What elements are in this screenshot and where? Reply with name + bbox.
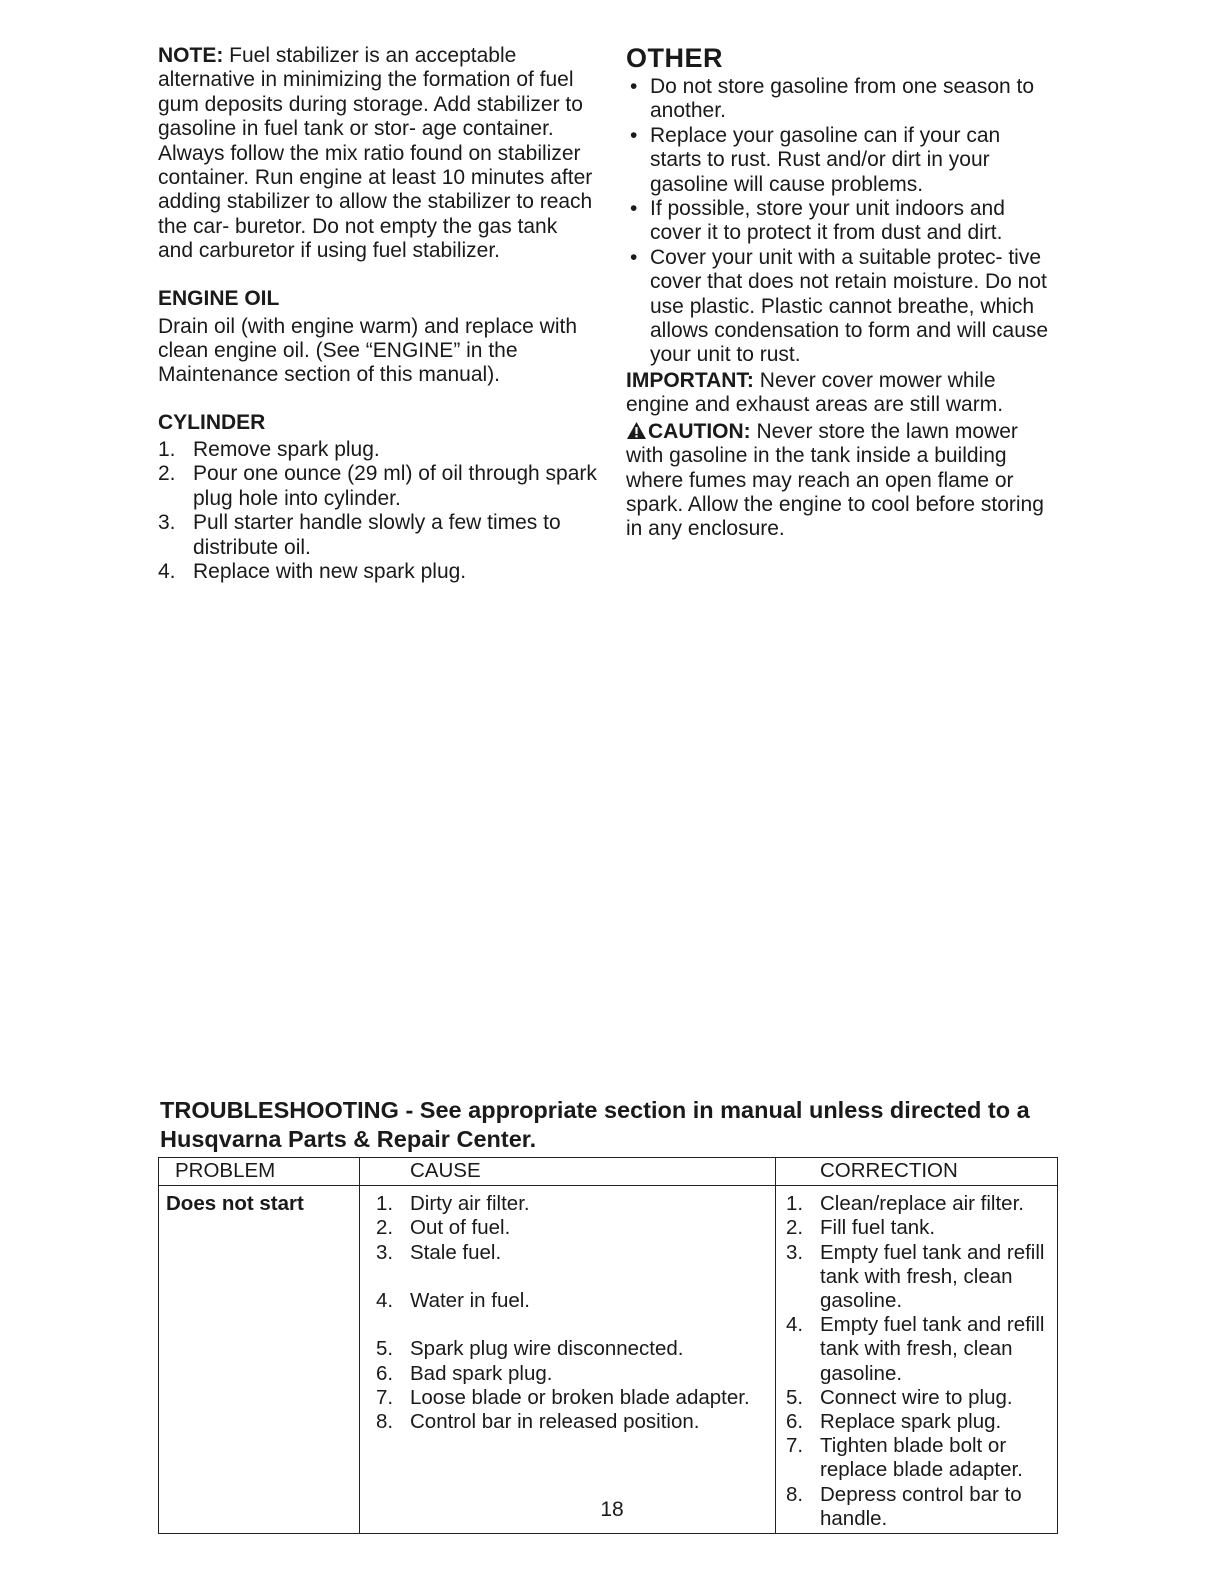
other-heading: OTHER (626, 43, 723, 73)
list-item (376, 1216, 775, 1240)
list-item (376, 1192, 775, 1216)
step-number: 1. (158, 437, 176, 461)
header-problem: PROBLEM (159, 1158, 360, 1186)
item-number: 2. (376, 1216, 394, 1240)
list-item (626, 246, 1056, 368)
item-text: Loose blade or broken blade adapter. (410, 1385, 750, 1409)
item-text: Dirty air filter. (410, 1192, 530, 1216)
engine-oil-text: Drain oil (with engine warm) and replace with clean engine oil. (See “ENGINE” in the Maintenance section of this manual). (158, 314, 578, 387)
list-item (376, 1362, 775, 1386)
bullet-icon: • (630, 245, 638, 269)
item-text: Stale fuel. (410, 1240, 502, 1264)
item-text: Bad spark plug. (410, 1361, 553, 1385)
item-number: 8. (376, 1410, 394, 1433)
engine-oil-heading: ENGINE OIL (158, 286, 280, 310)
list-item (158, 560, 598, 584)
problem-cell: Does not start (159, 1186, 360, 1534)
bullet-icon: • (630, 123, 638, 147)
item-number: 1. (786, 1192, 804, 1216)
bullet-text: Do not store gasoline from one season to another. (650, 75, 1035, 123)
list-item (786, 1313, 1057, 1386)
item-number: 3. (786, 1240, 804, 1264)
item-text: Replace spark plug. (820, 1410, 1002, 1434)
item-text: Clean/replace air filter. (820, 1192, 1024, 1216)
list-item (158, 438, 598, 462)
cause-list (376, 1192, 775, 1434)
warning-triangle-icon (626, 421, 647, 440)
item-text: Out of fuel. (410, 1216, 511, 1240)
item-number: 1. (376, 1192, 394, 1216)
bullet-icon: • (630, 75, 638, 98)
right-column (626, 44, 1056, 542)
item-number: 5. (786, 1385, 804, 1409)
list-item (376, 1410, 775, 1434)
item-text: Control bar in released position. (410, 1410, 700, 1433)
list-item (376, 1337, 775, 1361)
header-correction: CORRECTION (776, 1158, 1058, 1186)
list-item (786, 1410, 1057, 1434)
header-cause: CAUSE (360, 1158, 776, 1186)
list-item (786, 1216, 1057, 1240)
left-column (158, 44, 598, 584)
correction-list (786, 1192, 1057, 1531)
item-text: Empty fuel tank and refill tank with fresh, clean gasoline. (820, 1240, 1045, 1313)
list-item (786, 1386, 1057, 1410)
step-text: Remove spark plug. (193, 437, 380, 461)
list-item (376, 1241, 775, 1289)
troubleshooting-title: TROUBLESHOOTING - See appropriate section in manual unless directed to a Husqvarna Parts & Repair Center. (160, 1097, 1030, 1152)
important-text: Never cover mower while engine and exhaust areas are still warm. (626, 368, 1004, 417)
list-item (158, 462, 598, 511)
item-text: Spark plug wire disconnected. (410, 1337, 684, 1361)
cause-cell (360, 1186, 776, 1534)
item-text: Empty fuel tank and refill tank with fresh, clean gasoline. (820, 1313, 1045, 1385)
step-number: 4. (158, 559, 176, 583)
bullet-text: Replace your gasoline can if your can starts to rust. Rust and/or dirt in your gasoline will cause problems. (650, 123, 1001, 196)
item-number: 8. (786, 1482, 804, 1506)
bullet-icon: • (630, 197, 638, 221)
bullet-text: If possible, store your unit indoors and cover it to protect it from dust and dirt. (650, 197, 1005, 245)
list-item (626, 75, 1056, 124)
item-number: 7. (376, 1385, 394, 1409)
list-item (786, 1241, 1057, 1314)
note-label: NOTE: (158, 44, 224, 67)
cylinder-heading: CYLINDER (158, 410, 266, 434)
item-text: Fill fuel tank. (820, 1216, 936, 1240)
step-number: 3. (158, 511, 176, 535)
list-item (786, 1192, 1057, 1216)
list-item (626, 124, 1056, 197)
important-label: IMPORTANT: (626, 368, 754, 392)
item-number: 3. (376, 1240, 394, 1264)
caution-note (626, 420, 1056, 542)
correction-cell (776, 1186, 1058, 1534)
table-row (159, 1186, 1058, 1534)
item-number: 4. (376, 1289, 394, 1312)
list-item (376, 1289, 775, 1337)
caution-label: CAUTION: (648, 419, 751, 443)
page-number: 18 (600, 1498, 624, 1521)
important-note (626, 369, 1056, 418)
troubleshooting-table (158, 1157, 1058, 1534)
list-item (786, 1434, 1057, 1482)
list-item (158, 511, 598, 560)
bullet-text: Cover your unit with a suitable protec- tive cover that does not retain moisture. Do not use plastic. Plastic cannot breathe, which allows condensation to form and will cause your unit to rust. (650, 245, 1049, 367)
item-text: Tighten blade bolt or replace blade adapter. (820, 1434, 1023, 1482)
list-item (626, 197, 1056, 246)
note-text: Fuel stabilizer is an acceptable alternative in minimizing the formation of fuel gum deposits during storage. Add stabilizer to gasoline in fuel tank or stor- age container. Always follow the mix ratio found on stabilizer container. Run engine at least 10 minutes after adding stabilizer to allow the stabilizer to reach the car- buretor. Do not empty the gas tank and carburetor if using fuel stabilizer. (158, 44, 593, 263)
item-number: 2. (786, 1216, 804, 1240)
step-text: Pour one ounce (29 ml) of oil through spark plug hole into cylinder. (193, 462, 597, 510)
item-text: Depress control bar to handle. (820, 1482, 1022, 1530)
item-number: 4. (786, 1313, 804, 1337)
item-text: Water in fuel. (410, 1289, 531, 1312)
item-number: 7. (786, 1434, 804, 1458)
cylinder-steps (158, 438, 598, 584)
step-text: Replace with new spark plug. (193, 559, 467, 583)
item-number: 5. (376, 1337, 394, 1361)
fuel-stabilizer-note (158, 44, 598, 264)
table-header-row (159, 1158, 1058, 1186)
caution-text: Never store the lawn mower with gasoline in the tank inside a building where fumes may reach an open flame or spark. Allow the engine to cool before storing in any enclosure. (626, 419, 1044, 541)
item-number: 6. (376, 1361, 394, 1385)
step-number: 2. (158, 462, 176, 486)
other-bullets (626, 75, 1056, 368)
item-number: 6. (786, 1410, 804, 1434)
item-text: Connect wire to plug. (820, 1385, 1013, 1409)
step-text: Pull starter handle slowly a few times to distribute oil. (193, 511, 561, 559)
list-item (376, 1386, 775, 1410)
